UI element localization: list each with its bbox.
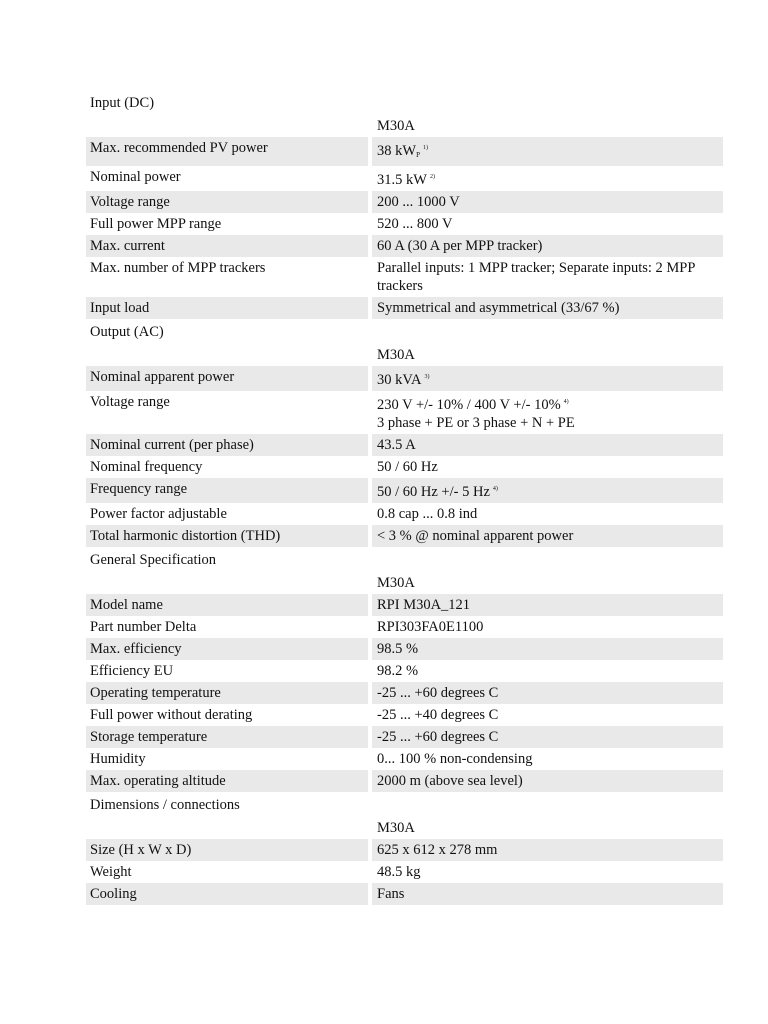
spec-row [86, 594, 723, 616]
spec-row [86, 478, 723, 503]
section-title-spacer [372, 90, 723, 114]
spec-value-line [377, 618, 723, 636]
spec-value-cell [372, 478, 723, 503]
spec-value: RPI303FA0E1100 [377, 619, 484, 635]
spec-value-cell [372, 213, 723, 235]
spec-value-cell [372, 594, 723, 616]
model-header-row [86, 816, 723, 839]
spec-row [86, 456, 723, 478]
spec-label: Part number Delta [90, 619, 197, 635]
spec-value-line [377, 368, 723, 389]
spec-value: 48.5 kg [377, 864, 421, 880]
spec-value: 38 kW [377, 143, 417, 159]
spec-value-cell [372, 391, 723, 434]
spec-sheet [86, 90, 723, 905]
spec-value: 0.8 cap ... 0.8 ind [377, 506, 478, 522]
spec-value-subscript: P [416, 151, 420, 159]
spec-row [86, 166, 723, 191]
spec-value-line [377, 237, 723, 255]
spec-row [86, 137, 723, 166]
spec-value-line [377, 193, 723, 211]
spec-label: Voltage range [90, 394, 170, 410]
spec-row [86, 861, 723, 883]
spec-value-line [377, 772, 723, 790]
spec-value-line [377, 139, 723, 164]
model-header-row [86, 343, 723, 366]
model-header-spacer [86, 114, 368, 136]
section-title-row [86, 319, 723, 343]
spec-row [86, 366, 723, 391]
section-title-spacer [372, 547, 723, 571]
section-title-row [86, 547, 723, 571]
spec-label: Nominal power [90, 169, 181, 185]
spec-value-cell [372, 883, 723, 905]
spec-label: Total harmonic distortion (THD) [86, 525, 368, 547]
spec-value-cell [372, 235, 723, 257]
footnote-marker: 4) [492, 486, 498, 492]
spec-row [86, 726, 723, 748]
spec-value: 98.5 % [377, 641, 419, 657]
spec-value: 230 V +/- 10% / 400 V +/- 10% [377, 397, 561, 413]
spec-row [86, 191, 723, 213]
spec-value-cell [372, 366, 723, 391]
spec-value: 50 / 60 Hz +/- 5 Hz [377, 484, 490, 500]
spec-value-cell [372, 638, 723, 660]
spec-value-line [377, 750, 723, 768]
spec-label: Weight [90, 864, 132, 880]
spec-label: Frequency range [86, 478, 368, 503]
section-title-spacer [372, 792, 723, 816]
spec-row [86, 839, 723, 861]
spec-value: 200 ... 1000 V [377, 194, 460, 210]
section-title: Input (DC) [90, 95, 155, 111]
footnote-marker: 2) [429, 174, 435, 180]
spec-value-cell [372, 704, 723, 726]
spec-value-line [377, 393, 723, 414]
spec-value-line [377, 168, 723, 189]
spec-row [86, 503, 723, 525]
spec-label: Operating temperature [86, 682, 368, 704]
spec-value: 0... 100 % non-condensing [377, 751, 533, 767]
model-header-row [86, 571, 723, 594]
spec-label: Humidity [90, 751, 146, 767]
spec-label: Size (H x W x D) [86, 839, 368, 861]
spec-value-cell [372, 861, 723, 883]
spec-value-line [377, 458, 723, 476]
spec-label: Full power without derating [90, 707, 253, 723]
spec-label: Full power MPP range [90, 216, 222, 232]
spec-value: 625 x 612 x 278 mm [377, 842, 498, 858]
section-title: Dimensions / connections [90, 797, 240, 813]
spec-value-line [377, 640, 723, 658]
spec-row [86, 434, 723, 456]
spec-value-line-2: 3 phase + PE or 3 phase + N + PE [377, 415, 575, 431]
spec-label: Nominal current (per phase) [86, 434, 368, 456]
spec-row [86, 770, 723, 792]
model-header: M30A [377, 820, 415, 836]
spec-value-line [377, 728, 723, 746]
spec-row [86, 257, 723, 297]
spec-value-line [377, 863, 723, 881]
spec-label: Efficiency EU [90, 663, 174, 679]
spec-value: Fans [377, 886, 405, 902]
spec-value: -25 ... +60 degrees C [377, 685, 499, 701]
spec-value-cell [372, 660, 723, 682]
model-header: M30A [377, 347, 415, 363]
spec-value-cell [372, 682, 723, 704]
spec-label: Max. recommended PV power [86, 137, 368, 166]
spec-value-line [377, 706, 723, 724]
spec-value-cell [372, 137, 723, 166]
spec-label: Input load [86, 297, 368, 319]
spec-value: 50 / 60 Hz [377, 459, 438, 475]
spec-value: 2000 m (above sea level) [377, 773, 523, 789]
model-header: M30A [377, 575, 415, 591]
spec-value: 98.2 % [377, 663, 419, 679]
spec-value-line [377, 596, 723, 614]
spec-label: Max. number of MPP trackers [90, 260, 266, 276]
spec-value-cell [372, 748, 723, 770]
spec-value-line [377, 527, 723, 545]
spec-value-cell [372, 616, 723, 638]
spec-value-line [377, 436, 723, 454]
spec-value: -25 ... +40 degrees C [377, 707, 499, 723]
spec-label: Storage temperature [86, 726, 368, 748]
spec-row [86, 235, 723, 257]
spec-value-line [377, 299, 723, 317]
spec-row [86, 883, 723, 905]
section-title: Output (AC) [90, 324, 164, 340]
spec-value-cell [372, 839, 723, 861]
footnote-marker: 4) [563, 399, 569, 405]
model-header-spacer [86, 816, 368, 838]
spec-label: Cooling [86, 883, 368, 905]
spec-value: 60 A (30 A per MPP tracker) [377, 238, 543, 254]
spec-value-cell [372, 257, 723, 297]
spec-value-cell [372, 726, 723, 748]
spec-value-line [377, 885, 723, 903]
section-title-spacer [372, 319, 723, 343]
section-title-row [86, 90, 723, 114]
spec-value: 30 kVA [377, 372, 422, 388]
footnote-marker: 1) [422, 145, 428, 151]
footnote-marker: 3) [424, 374, 430, 380]
spec-value: Parallel inputs: 1 MPP tracker; Separate inputs: 2 MPP trackers [377, 260, 695, 294]
spec-value-line [377, 259, 723, 295]
spec-value-line [377, 215, 723, 233]
spec-row [86, 213, 723, 235]
spec-value: < 3 % @ nominal apparent power [377, 528, 574, 544]
model-header-spacer [86, 343, 368, 365]
spec-value-line [377, 480, 723, 501]
spec-value: RPI M30A_121 [377, 597, 471, 613]
model-header-row [86, 114, 723, 137]
model-header: M30A [377, 118, 415, 134]
spec-label: Max. current [86, 235, 368, 257]
spec-row [86, 616, 723, 638]
section-title: General Specification [90, 552, 217, 568]
spec-value-cell [372, 297, 723, 319]
spec-value-line [377, 841, 723, 859]
spec-row [86, 297, 723, 319]
spec-row [86, 525, 723, 547]
spec-label: Nominal apparent power [86, 366, 368, 391]
spec-label: Power factor adjustable [90, 506, 227, 522]
spec-value-cell [372, 191, 723, 213]
section-title-row [86, 792, 723, 816]
spec-value-line [377, 684, 723, 702]
spec-label: Max. operating altitude [86, 770, 368, 792]
spec-value: 520 ... 800 V [377, 216, 453, 232]
spec-value-cell [372, 456, 723, 478]
spec-row [86, 638, 723, 660]
spec-row [86, 660, 723, 682]
spec-row [86, 748, 723, 770]
spec-value-cell [372, 525, 723, 547]
spec-row [86, 704, 723, 726]
spec-value: Symmetrical and asymmetrical (33/67 %) [377, 300, 620, 316]
spec-value-line [377, 662, 723, 680]
spec-label: Voltage range [86, 191, 368, 213]
spec-value-cell [372, 770, 723, 792]
spec-value: 31.5 kW [377, 172, 427, 188]
spec-value: 43.5 A [377, 437, 416, 453]
spec-value-cell [372, 166, 723, 191]
model-header-spacer [86, 571, 368, 593]
spec-value-cell [372, 434, 723, 456]
spec-value-line [377, 505, 723, 523]
spec-value: -25 ... +60 degrees C [377, 729, 499, 745]
spec-label: Model name [86, 594, 368, 616]
spec-row [86, 682, 723, 704]
spec-label: Max. efficiency [86, 638, 368, 660]
spec-row [86, 391, 723, 434]
spec-value-cell [372, 503, 723, 525]
spec-label: Nominal frequency [90, 459, 203, 475]
